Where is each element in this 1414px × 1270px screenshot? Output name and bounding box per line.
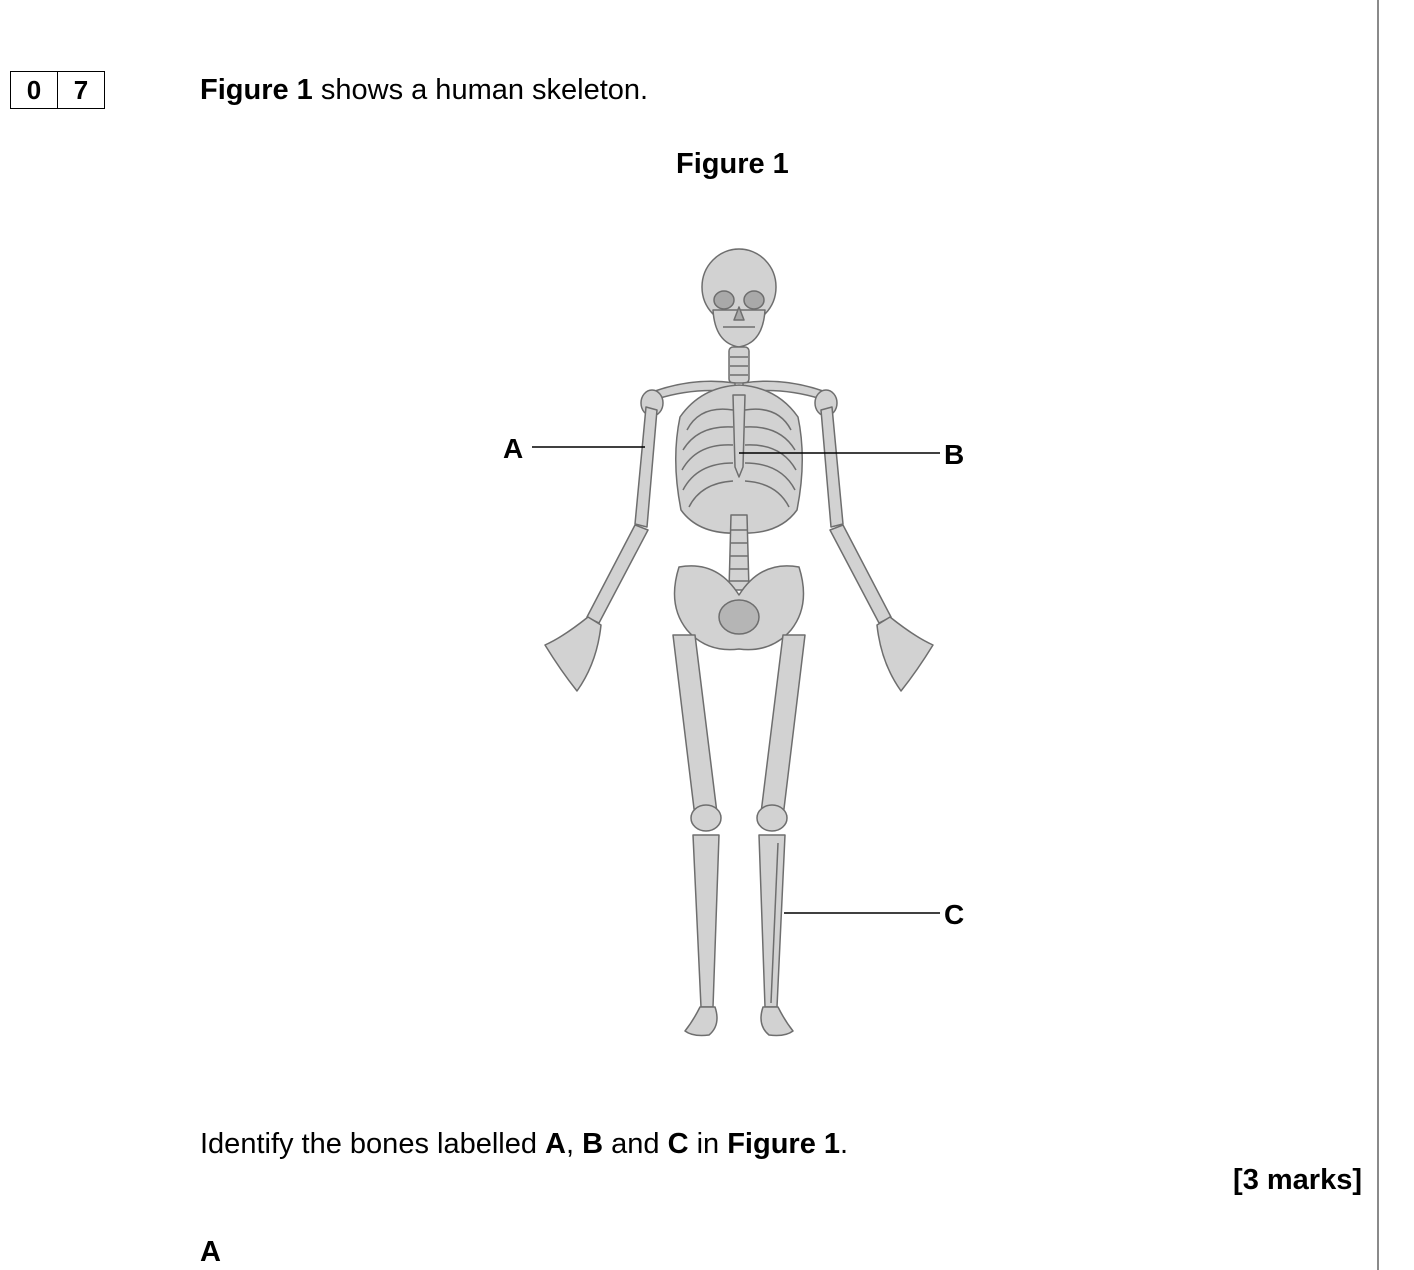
question-number-digit-2: 7 <box>57 72 104 108</box>
skeleton-illustration <box>495 245 975 1045</box>
shin-left <box>693 835 719 1007</box>
knee-left <box>691 805 721 831</box>
question-intro <box>200 74 648 107</box>
question-instruction <box>200 1128 848 1161</box>
instruction-text-4: in <box>688 1128 728 1160</box>
label-b: B <box>944 439 965 470</box>
sternum <box>733 395 745 477</box>
eye-socket-right <box>744 291 764 309</box>
instruction-text-3: and <box>603 1128 668 1160</box>
instruction-text-2: , <box>565 1128 583 1160</box>
question-number-box <box>10 71 105 109</box>
label-a: A <box>503 433 524 464</box>
intro-figure-ref: Figure 1 <box>200 74 313 106</box>
page-margin-line <box>1377 0 1379 1270</box>
femur-right <box>761 635 805 817</box>
humerus-right <box>821 407 843 527</box>
instruction-label-b: B <box>582 1128 604 1160</box>
forearm-left <box>587 525 648 623</box>
eye-socket-left <box>714 291 734 309</box>
figure-title: Figure 1 <box>676 148 789 180</box>
label-c: C <box>944 899 965 930</box>
instruction-figure-ref: Figure 1 <box>727 1128 841 1160</box>
question-number-digit-1: 0 <box>26 75 42 105</box>
skeleton-figure <box>495 245 975 1045</box>
hand-left <box>545 617 601 691</box>
marks-allocation: [3 marks] <box>1233 1164 1362 1196</box>
knee-right <box>757 805 787 831</box>
hand-right <box>877 617 933 691</box>
instruction-text-1: Identify the bones labelled <box>200 1128 546 1160</box>
instruction-label-a: A <box>545 1128 566 1160</box>
foot-right <box>761 1007 793 1036</box>
instruction-text-5: . <box>840 1128 849 1160</box>
foot-left <box>685 1007 717 1036</box>
answer-label-a: A <box>200 1236 221 1268</box>
spine <box>729 515 749 590</box>
instruction-label-c: C <box>667 1128 689 1160</box>
humerus-left <box>635 407 657 527</box>
pelvis-opening <box>719 600 759 634</box>
forearm-right <box>830 525 891 623</box>
skeleton-bones <box>545 249 933 1036</box>
femur-left <box>673 635 717 817</box>
intro-text: shows a human skeleton. <box>312 74 649 106</box>
neck-vertebrae <box>729 347 749 383</box>
